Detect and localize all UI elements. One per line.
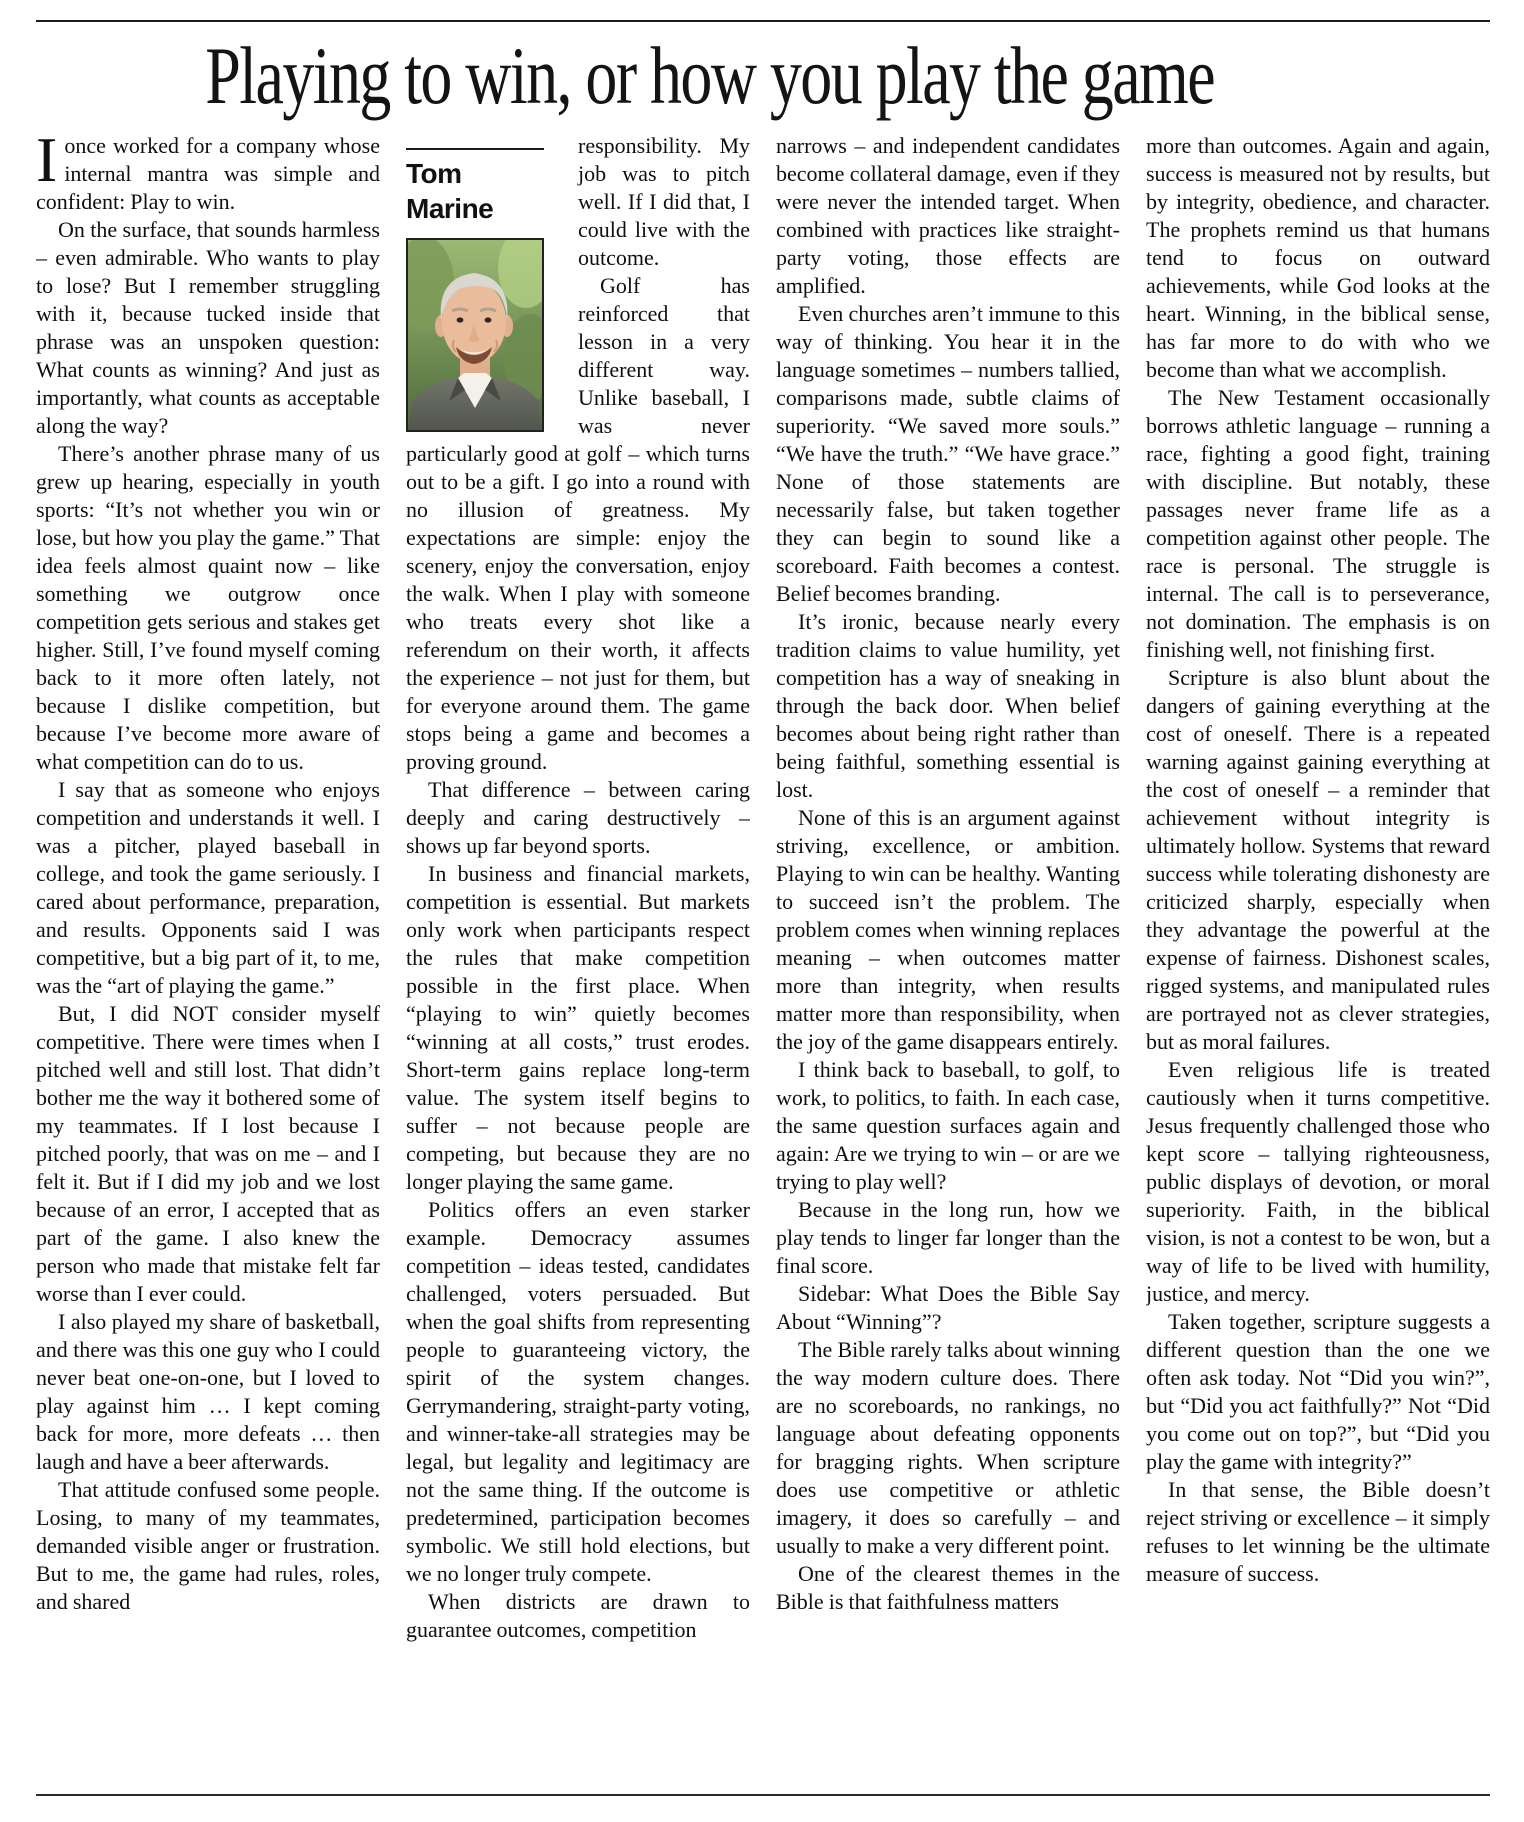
paragraph: Golf has reinforced that lesson in a very different way. Unlike baseball, I was never particularly good at golf – which turns out to be a gift. I go into a round with no illusion of greatness. My expectations are simple: enjoy the scenery, enjoy the conversation, enjoy the walk. When I play with someone who treats every shot like a referendum on their worth, it affects the experience – not just for them, but for everyone around them. The game stops being a game and becomes a proving ground. [406,273,750,774]
paragraph: Even religious life is treated cautiously when it turns competitive. Jesus frequently challenged those who kept score – tallying righteousness, public displays of devotion, or moral superiority. Faith, in the biblical vision, is not a contest to be won, but a way of life to be lived with humility, justice, and mercy. [1146,1057,1490,1306]
author-photo [406,238,544,432]
article-column-2 [406,132,750,1790]
paragraph: The Bible rarely talks about winning the way modern culture does. There are no scoreboards, no rankings, no language about defeating opponents for bragging rights. When scripture does use competitive or athletic imagery, it does so carefully – and usually to make a very different point. [776,1337,1120,1558]
paragraph: On the surface, that sounds harmless – even admirable. Who wants to play to lose? But I remember struggling with it, because tucked inside that phrase was an unspoken question: What counts as winning? And just as importantly, what counts as acceptable along the way? [36,217,380,438]
paragraph [36,132,380,216]
paragraph: There’s another phrase many of us grew up hearing, especially in youth sports: “It’s not whether you win or lose, but how you play the game.” That idea feels almost quaint now – like something we outgrow once competition gets serious and stakes get higher. Still, I’ve found myself coming back to it more often lately, not because I dislike competition, but because I’ve become more aware of what competition can do to us. [36,441,380,774]
paragraph: Because in the long run, how we play tends to linger far longer than the final score. [776,1197,1120,1278]
byline-block [406,148,562,432]
eye [485,317,492,322]
paragraph: None of this is an argument against striving, excellence, or ambition. Playing to win can be healthy. Wanting to succeed isn’t the problem. The problem comes when winning replaces meaning – when outcomes matter more than integrity, when results matter more than responsibility, when the joy of the game disappears entirely. [776,805,1120,1054]
article-column-4 [1146,132,1490,1790]
byline-last-name: Marine [406,193,494,224]
paragraph: Scripture is also blunt about the dangers of gaining everything at the cost of oneself. There is a repeated warning against gaining everything at the cost of oneself – a reminder that achievement without integrity is ultimately hollow. Systems that reward success while tolerating dishonesty are criticized sharply, especially when they advantage the powerful at the expense of fairness. Dishonest scales, rigged systems, and manipulated rules are portrayed not as clever strategies, but as moral failures. [1146,665,1490,1054]
paragraph: responsibility. My job was to pitch well. If I did that, I could live with the outcome. [578,133,750,270]
drop-cap: I [36,132,58,195]
eye [457,317,464,322]
paragraph: Taken together, scripture suggests a different question than the one we often ask today. Not “Did you win?”, but “Did you act faithfully?” Not “Did you come out on top?”, but “Did you play the game with integrity?” [1146,1309,1490,1474]
article-column-1 [36,132,380,1790]
paragraph: I say that as someone who enjoys competition and understands it well. I was a pitcher, played baseball in college, and took the game seriously. I cared about performance, preparation, and results. Opponents said I was competitive, but a big part of it, to me, was the “art of playing the game.” [36,777,380,998]
top-rule [36,20,1490,22]
paragraph: Sidebar: What Does the Bible Say About “Winning”? [776,1281,1120,1334]
paragraph: more than outcomes. Again and again, success is measured not by results, but by integrity, obedience, and character. The prophets remind us that humans tend to focus on outward achievements, while God looks at the heart. Winning, in the biblical sense, has far more to do with who we become than what we accomplish. [1146,133,1490,382]
article-column-3 [776,132,1120,1790]
article-headline [0,30,1524,122]
paragraph: Even churches aren’t immune to this way of thinking. You hear it in the language sometimes – numbers tallied, comparisons made, subtle claims of superiority. “We saved more souls.” “We have the truth.” “We have grace.” None of those statements are necessarily false, but taken together they can begin to sound like a scoreboard. Faith becomes a contest. Belief becomes branding. [776,301,1120,606]
byline-rule [406,148,544,150]
byline-author [406,156,562,226]
paragraph: I also played my share of basketball, and there was this one guy who I could never beat one-on-one, but I loved to play against him … I kept coming back for more, more defeats … then laugh and have a beer afterwards. [36,1309,380,1474]
headline-text: Playing to win, or how you play the game [205,30,1215,121]
paragraph: One of the clearest themes in the Bible is that faithfulness matters [776,1561,1120,1614]
byline-first-name: Tom [406,158,462,189]
paragraph: That attitude confused some people. Losing, to many of my teammates, demanded visible anger or frustration. But to me, the game had rules, roles, and shared [36,1477,380,1614]
author-portrait-illustration [408,240,542,430]
paragraph-text: once worked for a company whose internal mantra was simple and confident: Play to win. [36,133,380,214]
paragraph: It’s ironic, because nearly every tradition claims to value humility, yet competition has a way of sneaking in through the back door. When belief becomes about being right rather than being faithful, something essential is lost. [776,609,1120,802]
paragraph: When districts are drawn to guarantee outcomes, competition [406,1589,750,1642]
paragraph: But, I did NOT consider myself competitive. There were times when I pitched well and still lost. That didn’t bother me the way it bothered some of my teammates. If I lost because I pitched poorly, that was on me – and I felt it. But if I did my job and we lost because of an error, I accepted that as part of the game. I also knew the person who made that mistake felt far worse than I ever could. [36,1001,380,1306]
paragraph: The New Testament occasionally borrows athletic language – running a race, fighting a good fight, training with discipline. But notably, these passages never frame life as a competition against other people. The race is personal. The struggle is internal. The call is to perseverance, not domination. The emphasis is on finishing well, not finishing first. [1146,385,1490,662]
bottom-rule [36,1794,1490,1796]
paragraph: I think back to baseball, to golf, to work, to politics, to faith. In each case, the same question surfaces again and again: Are we trying to win – or are we trying to play well? [776,1057,1120,1194]
paragraph: narrows – and independent candidates become collateral damage, even if they were never the intended target. When combined with practices like straight-party voting, those effects are amplified. [776,133,1120,298]
paragraph: That difference – between caring deeply and caring destructively – shows up far beyond sports. [406,777,750,858]
paragraph: In that sense, the Bible doesn’t reject striving or excellence – it simply refuses to let winning be the ultimate measure of success. [1146,1477,1490,1586]
article-body [36,132,1490,1790]
paragraph: Politics offers an even starker example. Democracy assumes competition – ideas tested, candidates challenged, voters persuaded. But when the goal shifts from representing people to guaranteeing victory, the spirit of the system changes. Gerrymandering, straight-party voting, and winner-take-all strategies may be legal, but legality and legitimacy are not the same thing. If the outcome is predetermined, participation becomes symbolic. We still hold elections, but we no longer truly compete. [406,1197,750,1586]
paragraph: In business and financial markets, competition is essential. But markets only work when participants respect the rules that make competition possible in the first place. When “playing to win” quietly becomes “winning at all costs,” trust erodes. Short-term gains replace long-term value. The system itself begins to suffer – not because people are competing, but because they are no longer playing the same game. [406,861,750,1194]
